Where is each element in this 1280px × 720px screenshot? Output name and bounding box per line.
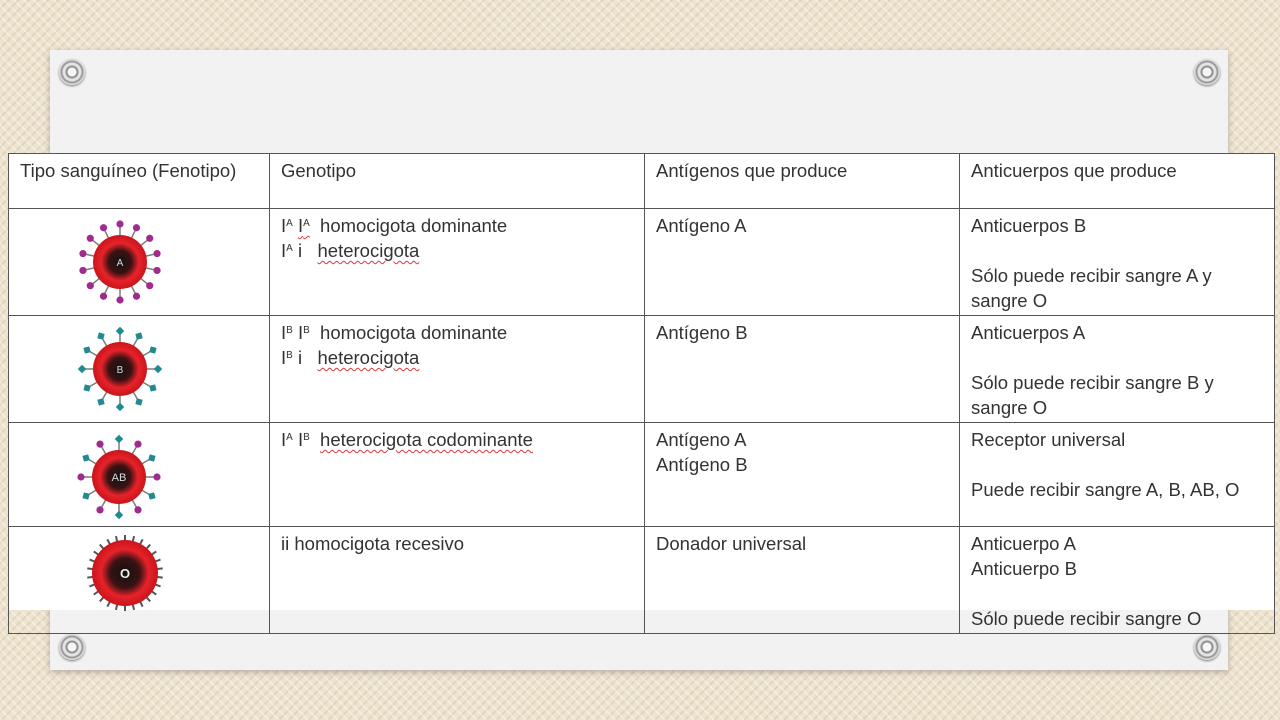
table-row — [9, 316, 1275, 423]
phenotype-cell — [9, 423, 270, 527]
genotype-line: ii homocigota recesivo — [281, 533, 465, 554]
genotype-line: $I^A$ $I^A$ homocigota dominante — [281, 215, 508, 236]
blood-cell-a-icon — [75, 216, 165, 308]
cell-label: A — [116, 258, 124, 269]
table-row — [9, 527, 1275, 634]
table-header-row — [9, 154, 1275, 209]
antibodies-cell: Anticuerpos A Sólo puede recibir sangre B y sangre O — [960, 316, 1275, 423]
genotype-line: $I^B$ i heterocigota — [281, 347, 420, 368]
genotype-line: $I^B$ $I^B$ homocigota dominante — [281, 322, 508, 343]
pushpin-icon — [59, 634, 85, 660]
blood-cell-b-icon — [75, 323, 165, 415]
pushpin-icon — [1194, 634, 1220, 660]
table-row — [9, 209, 1275, 316]
header-antibodies: Anticuerpos que produce — [960, 154, 1275, 209]
blood-cell-o-icon — [85, 531, 175, 621]
cell-label: O — [119, 566, 131, 581]
phenotype-cell — [9, 316, 270, 423]
blood-cell-ab-icon — [72, 430, 166, 524]
antigens-cell: Antígeno A Antígeno B — [645, 423, 960, 527]
cell-label: B — [116, 365, 124, 376]
header-phenotype: Tipo sanguíneo (Fenotipo) — [9, 154, 270, 209]
genotype-cell — [270, 316, 645, 423]
cell-label: AB — [111, 472, 127, 484]
phenotype-cell — [9, 209, 270, 316]
table-row — [9, 423, 1275, 527]
antigens-cell: Donador universal — [645, 527, 960, 634]
genotype-line: $I^A$ $I^B$ heterocigota codominante — [281, 429, 533, 450]
pushpin-icon — [1194, 59, 1220, 85]
antibodies-cell: Receptor universal Puede recibir sangre A, B, AB, O — [960, 423, 1275, 527]
genotype-cell — [270, 527, 645, 634]
antibodies-cell: Anticuerpo A Anticuerpo B Sólo puede recibir sangre O — [960, 527, 1275, 634]
pushpin-icon — [59, 59, 85, 85]
genotype-cell — [270, 209, 645, 316]
phenotype-cell — [9, 527, 270, 634]
antigens-cell: Antígeno A — [645, 209, 960, 316]
genotype-line: $I^A$ i heterocigota — [281, 240, 420, 261]
genotype-cell — [270, 423, 645, 527]
header-genotype: Genotipo — [270, 154, 645, 209]
blood-type-table — [8, 153, 1274, 629]
antigens-cell: Antígeno B — [645, 316, 960, 423]
header-antigens: Antígenos que produce — [645, 154, 960, 209]
antibodies-cell: Anticuerpos B Sólo puede recibir sangre A y sangre O — [960, 209, 1275, 316]
